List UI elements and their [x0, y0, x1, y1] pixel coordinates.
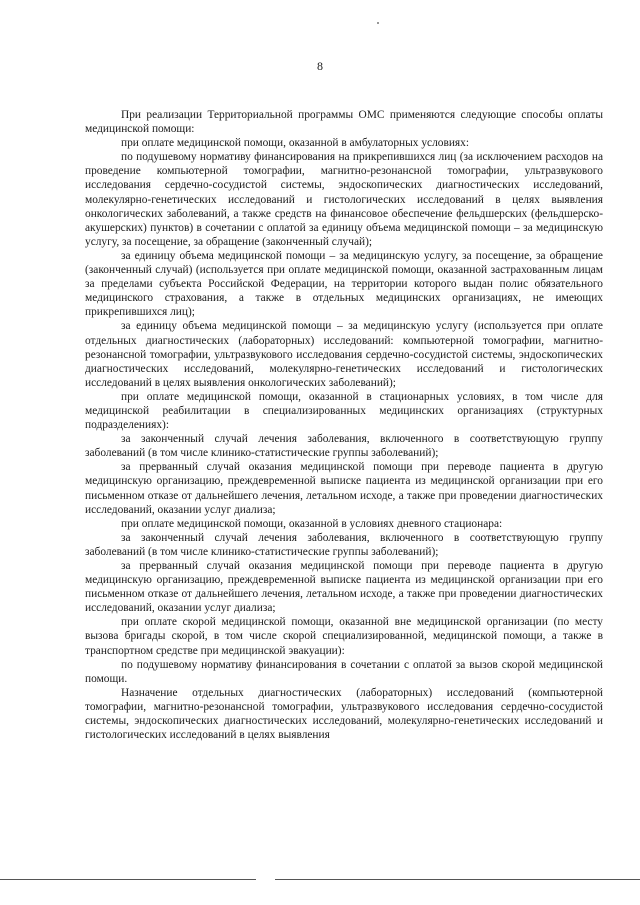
paragraph-outpatient-heading: при оплате медицинской помощи, оказанной в амбулаторных условиях: — [121, 137, 470, 150]
page-number: 8 — [317, 59, 323, 73]
paragraph-intro: При реализации Территориальной программы ОМС применяются следующие способы оплаты медицинской помощи: — [85, 109, 603, 136]
paragraph-inpatient-completed-case: за законченный случай лечения заболевания, включенного в соответствующую группу заболеваний (в том числе клинико-статистические группы заболеваний); — [85, 433, 603, 460]
paragraph-emergency-heading: при оплате скорой медицинской помощи, оказанной вне медицинской организации (по месту вызова бригады скорой, в том числе скорой специализированной, медицинской помощи, а также в транспортном средстве при медицинской эвакуации): — [85, 616, 603, 657]
paragraph-diagnostics-assignment: Назначение отдельных диагностических (лабораторных) исследований (компьютерной томографии, магнитно-резонансной томографии, ультразвукового исследования сердечно-сосудистой системы, эндоскопических диагностических исследований, молекулярно-генетических исследований и гистологических исследований в целях выявления — [85, 686, 603, 742]
paragraph-day-hospital-interrupted-case: за прерванный случай оказания медицинской помощи при переводе пациента в другую медицинскую организацию, преждевременной выписке пациента из медицинской организации при его письменном отказе от дальнейшего лечения, летальном исходе, а также при проведении диагностических исследований, оказании услуг диализа; — [85, 560, 603, 615]
paragraph-inpatient-interrupted-case: за прерванный случай оказания медицинской помощи при переводе пациента в другую медицинскую организацию, преждевременной выписке пациента из медицинской организации при его письменном отказе от дальнейшего лечения, летальном исходе, а также при проведении диагностических исследований, оказании услуг диализа; — [85, 461, 603, 516]
paragraph-day-hospital-heading: при оплате медицинской помощи, оказанной в условиях дневного стационара: — [121, 517, 503, 530]
paragraph-emergency-per-capita: по подушевому нормативу финансирования в сочетании с оплатой за вызов скорой медицинской помощи. — [85, 658, 603, 685]
paragraph-inpatient-heading: при оплате медицинской помощи, оказанной в стационарных условиях, в том числе для медицинской реабилитации в специализированных медицинских организациях (структурных подразделениях): — [85, 390, 603, 432]
paragraph-unit-volume: за единицу объема медицинской помощи – за медицинскую услугу, за посещение, за обращение (законченный случай) (используется при оплате медицинской помощи, оказанной застрахованным лицам за пределами субъекта Российской Федерации, на территории которого выдан полис обязательного медицинского страхования, а также в отдельных медицинских организациях, не имеющих прикрепившихся лиц); — [85, 249, 603, 319]
paragraph-unit-service: за единицу объема медицинской помощи – за медицинскую услугу (используется при оплате отдельных диагностических (лабораторных) исследований: компьютерной томографии, магнитно-резонансной томографии, ультразвукового исследования сердечно-сосудистой системы, эндоскопических диагностических исследований, молекулярно-генетических исследований и гистологических исследований в целях выявления онкологических заболеваний); — [85, 320, 603, 389]
scan-speck — [377, 22, 379, 24]
scan-bottom-edge — [0, 879, 640, 880]
paragraph-day-hospital-completed-case: за законченный случай лечения заболевания, включенного в соответствующую группу заболеваний (в том числе клинико-статистические группы заболеваний); — [85, 531, 603, 558]
paragraph-per-capita: по подушевому нормативу финансирования на прикрепившихся лиц (за исключением расходов на проведение компьютерной томографии, магнитно-резонансной томографии, ультразвукового исследования сердечно-сосудистой системы, эндоскопических диагностических исследований, молекулярно-генетических исследований и гистологических исследований в целях выявления онкологических заболеваний, а также средств на финансовое обеспечение фельдшерских (фельдшерско-акушерских) пунктов) в сочетании с оплатой за единицу объема медицинской помощи – за медицинскую услугу, за посещение, за обращение (законченный случай); — [85, 151, 603, 248]
document-body — [85, 108, 603, 742]
